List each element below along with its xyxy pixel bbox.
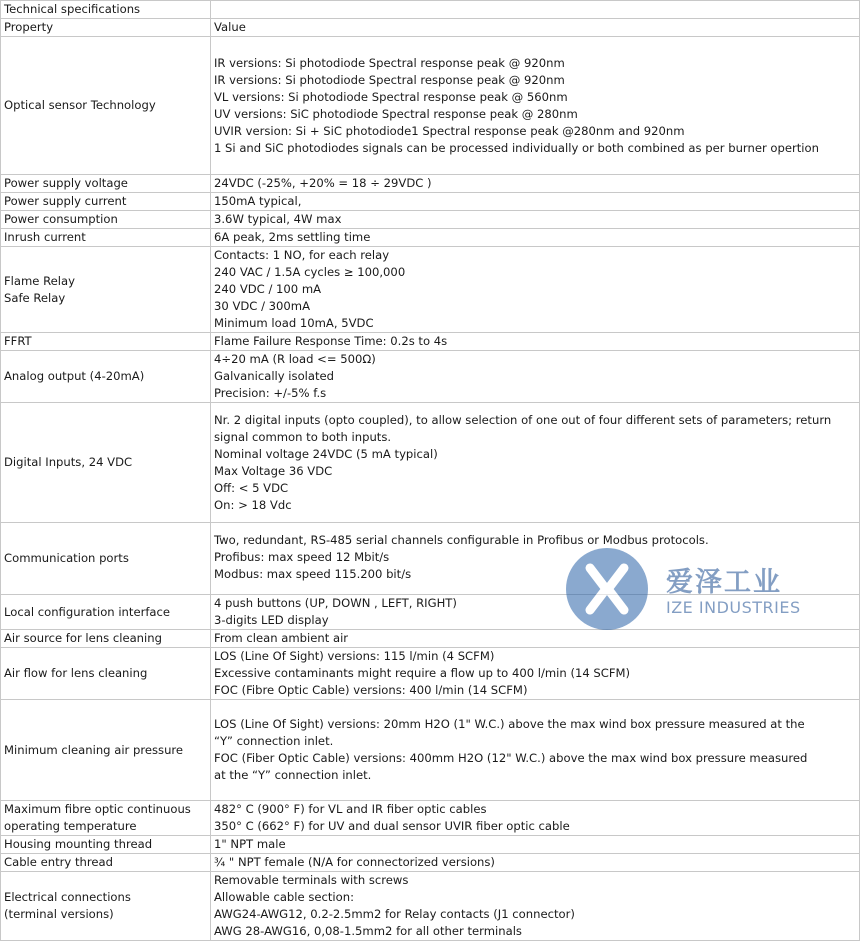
property-label: Air flow for lens cleaning <box>4 666 148 680</box>
property-label: Optical sensor Technology <box>4 98 156 112</box>
table-row: Flame Relay Safe Relay Contacts: 1 NO, for each relay 240 VAC / 1.5A cycles ≥ 100,000 240 VDC / 100 mA 30 VDC / 300mA Minimum load 10mA, 5VDC <box>1 247 860 333</box>
property-label: Inrush current <box>4 230 86 244</box>
table-row: Minimum cleaning air pressure LOS (Line Of Sight) versions: 20mm H2O (1" W.C.) above the max wind box pressure measured at the “Y” connection inlet. FOC (Fiber Optic Cable) versions: 400mm H2O (12" W.C.) above the max wind box pressure measured at the “Y” connection inlet. <box>1 700 860 801</box>
property-label: Air source for lens cleaning <box>4 631 162 645</box>
property-label: Housing mounting thread <box>4 837 153 851</box>
table-row: Power supply current 150mA typical, <box>1 193 860 211</box>
property-label: Minimum cleaning air pressure <box>4 742 184 757</box>
property-label: Electrical connections <box>4 890 131 904</box>
property-label: Communication ports <box>4 551 129 565</box>
table-row: Digital Inputs, 24 VDC Nr. 2 digital inputs (opto coupled), to allow selection of one out of four different sets of parameters; return signal common to both inputs. Nominal voltage 24VDC (5 mA typical) Max Voltage 36 VDC Off: < 5 VDC On: > 18 Vdc <box>1 403 860 523</box>
table-row: Maximum fibre optic continuous operating temperature 482° C (900° F) for VL and IR fiber optic cables 350° C (662° F) for UV and dual sensor UVIR fiber optic cable <box>1 801 860 836</box>
table-row: Inrush current 6A peak, 2ms settling time <box>1 229 860 247</box>
watermark-logo <box>566 548 816 634</box>
brand-logo-icon <box>566 548 648 630</box>
table-row: Local configuration interface 4 push buttons (UP, DOWN , LEFT, RIGHT) 3-digits LED display <box>1 595 860 630</box>
table-header-row <box>1 19 860 37</box>
table-title: Technical specifications <box>1 1 211 19</box>
property-label: (terminal versions) <box>4 907 114 921</box>
watermark-chinese: 爱泽工业 <box>666 567 782 598</box>
table-row: Cable entry thread ¾ " NPT female (N/A for connectorized versions) <box>1 854 860 872</box>
property-label: Digital Inputs, 24 VDC <box>4 455 133 469</box>
property-label: operating temperature <box>4 819 137 833</box>
table-row: Air source for lens cleaning From clean ambient air <box>1 630 860 648</box>
table-row: Power consumption 3.6W typical, 4W max <box>1 211 860 229</box>
property-label: Local configuration interface <box>4 604 171 619</box>
table-row: Electrical connections (terminal versions) Removable terminals with screws Allowable cable section: AWG24-AWG12, 0.2-2.5mm2 for Relay contacts (J1 connector) AWG 28-AWG16, 0,08-1.5mm2 for all other terminals <box>1 872 860 941</box>
watermark-english: IZE INDUSTRIES <box>666 598 801 617</box>
property-label: Analog output (4-20mA) <box>4 369 145 383</box>
header-value: Value <box>211 19 860 37</box>
table-row: FFRT Flame Failure Response Time: 0.2s to 4s <box>1 333 860 351</box>
table-row: Air flow for lens cleaning LOS (Line Of Sight) versions: 115 l/min (4 SCFM) Excessive contaminants might require a flow up to 400 l/min (14 SCFM) FOC (Fibre Optic Cable) versions: 400 l/min (14 SCFM) <box>1 648 860 700</box>
property-label: Flame Relay <box>4 273 75 288</box>
property-label: Power supply current <box>4 194 127 208</box>
table-row: Analog output (4-20mA) 4÷20 mA (R load <= 500Ω) Galvanically isolated Precision: +/-5% f.s <box>1 351 860 403</box>
table-row: Optical sensor Technology IR versions: Si photodiode Spectral response peak @ 920nm IR versions: Si photodiode Spectral response peak @ 920nm VL versions: Si photodiode Spectral response peak @ 560nm UV versions: SiC photodiode Spectral response peak @ 280nm UVIR version: Si + SiC photodiode1 Spectral response peak @280nm and 920nm 1 Si and SiC photodiodes signals can be processed individually or both combined as per burner opertion <box>1 37 860 175</box>
table-row: Housing mounting thread 1" NPT male <box>1 836 860 854</box>
property-label: Maximum fibre optic continuous <box>4 802 191 816</box>
table-row: Communication ports Two, redundant, RS-485 serial channels configurable in Profibus or Modbus protocols. Profibus: max speed 12 Mbit/s Modbus: max speed 115.200 bit/s <box>1 523 860 595</box>
property-label: Power supply voltage <box>4 176 128 190</box>
property-label: Safe Relay <box>4 290 66 305</box>
table-row: Power supply voltage 24VDC (-25%, +20% = 18 ÷ 29VDC ) <box>1 175 860 193</box>
header-property: Property <box>1 19 211 37</box>
property-label: Cable entry thread <box>4 855 113 869</box>
table-title-row <box>1 1 860 19</box>
property-label: Power consumption <box>4 212 118 226</box>
property-label: FFRT <box>4 334 32 348</box>
